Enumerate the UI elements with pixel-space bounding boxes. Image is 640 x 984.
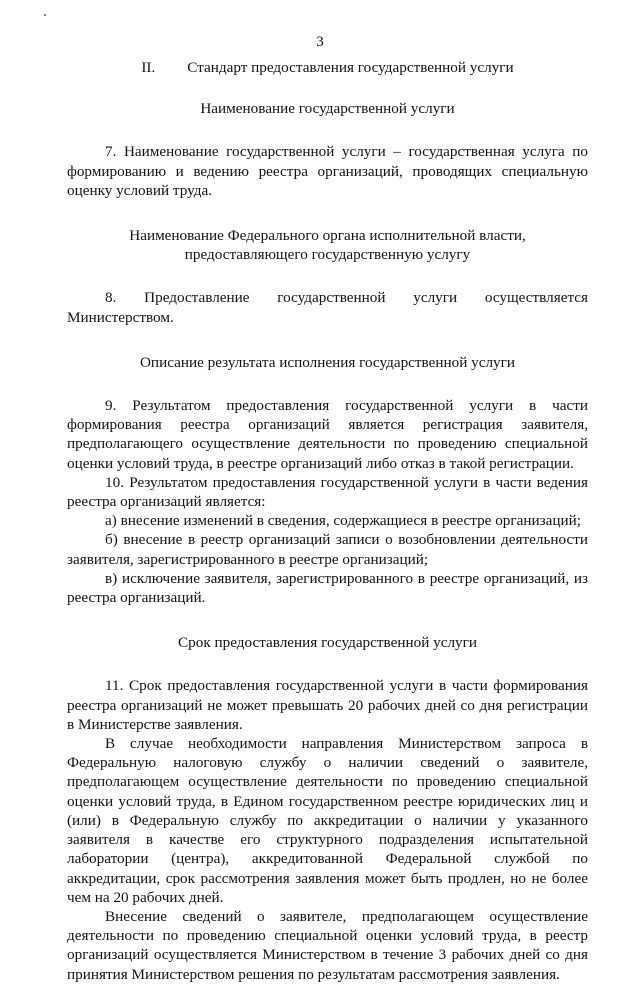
paragraph-9: 9. Результатом предоставления государственной услуги в части формирования реестра организаций является регистрация заявителя, предполагающего осуществление деятельности по проведению специальной оценки условий труда, в реестре организаций либо отказ в такой регистрации. (67, 397, 588, 472)
paragraph-10b: б) внесение в реестр организаций записи о возобновлении деятельности заявителя, зарегистрированного в реестре организаций; (67, 531, 588, 568)
section-title: Стандарт предоставления государственной услуги (187, 59, 514, 76)
section-number: II. (141, 59, 156, 76)
paragraph-8: 8. Предоставление государственной услуги осуществляется Министерством. (67, 289, 588, 326)
scan-speck (44, 14, 46, 16)
paragraph-10c: в) исключение заявителя, зарегистрированного в реестре организаций, из реестра организаций. (67, 569, 588, 607)
paragraph-11-registry-entry: Внесение сведений о заявителе, предполагающем осуществление деятельности по проведению специальной оценки условий труда, в реестр организаций осуществляется Министерством в течение 3 рабочих дней со дня принятия Министерством решения по результатам рассмотрения заявления. (67, 907, 588, 983)
subheading-result: Описание результата исполнения государственной услуги (139, 353, 516, 371)
subheading-authority: Наименование Федерального органа исполнительной власти, предоставляющего государственную услугу (129, 227, 526, 264)
paragraph-7: 7. Наименование государственной услуги – государственная услуга по формированию и ведению реестра организаций, проводящих специальную оценку условий труда. (67, 143, 588, 199)
subheading-term: Срок предоставления государственной услуги (178, 634, 477, 652)
section-heading (67, 58, 588, 77)
paragraph-10a: а) внесение изменений в сведения, содержащиеся в реестре организаций; (105, 512, 581, 530)
subheading-service-name: Наименование государственной услуги (200, 100, 455, 118)
paragraph-10: 10. Результатом предоставления государственной услуги в части ведения реестра организаций является: (67, 473, 588, 511)
paragraph-11: 11. Срок предоставления государственной услуги в части формирования реестра организаций не может превышать 20 рабочих дней со дня регистрации в Министерстве заявления. (67, 677, 588, 733)
page-number: 3 (316, 34, 324, 50)
paragraph-11-extension: В случае необходимости направления Министерством запроса в Федеральную налоговую службу о наличии сведений о заявителе, предполагающем осуществление деятельности по проведению специальной оценки условий труда, в Едином государственном реестре юридических лиц и (или) в Федеральную службу по аккредитации о наличии у указанного заявителя в качестве его структурного подразделения испытательной лаборатории (центра), аккредитованной Федеральной службой по аккредитации, срок рассмотрения заявления может быть продлен, но не более чем на 20 рабочих дней. (67, 735, 588, 906)
page-content (67, 58, 588, 984)
